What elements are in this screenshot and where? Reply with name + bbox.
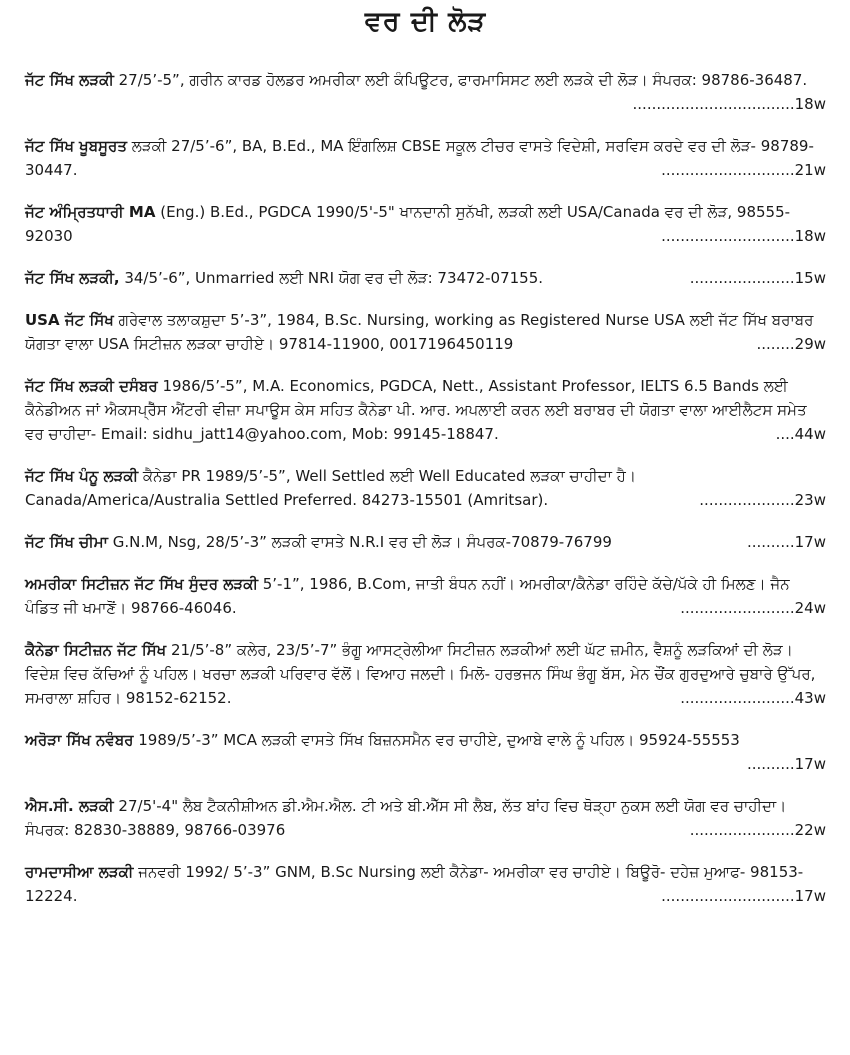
ad-heading: ਜੱਟ ਸਿੱਖ ਲੜਕੀ ਦਸੰਬਰ [25,377,158,395]
ad-heading: ਜੱਟ ਸਿੱਖ ਚੀਮਾ [25,533,108,551]
ad-text: 1986/5’-5”, M.A. Economics, PGDCA, Nett., Assistant Professor, IELTS 6.5 Bands ਲਈ ਕੈਨੇਡੀਅਨ ਜਾਂ ਐਕਸਪ੍ਰੈੱਸ ਐਂਟਰੀ ਵੀਜ਼ਾ ਸਪਾਊਸ ਕੇਸ ਸਹਿਤ ਕੈਨੇਡਾ ਪੀ. ਆਰ. ਅਪਲਾਈ ਕਰਨ ਲਈ ਬਰਾਬਰ ਦੀ ਯੋਗਤਾ ਵਾਲਾ ਆਈਲੈਟਸ ਸਮੇਤ ਵਰ ਚਾਹੀਦਾ- Email: sidhu_jatt14@yahoo.com, Mob: 99145-18847. [25,377,807,443]
ad-text: ਗਰੇਵਾਲ ਤਲਾਕਸ਼ੁਦਾ 5’-3”, 1984, B.Sc. Nursing, working as Registered Nurse USA ਲਈ ਜੱਟ ਸਿੱਖ ਬਰਾਬਰ ਯੋਗਤਾ ਵਾਲਾ USA ਸਿਟੀਜ਼ਨ ਲੜਕਾ ਚਾਹੀਏ। 97814-11900, 0017196450119 [25,311,814,353]
ad-text: 5’-1”, 1986, B.Com, ਜਾਤੀ ਬੰਧਨ ਨਹੀਂ। ਅਮਰੀਕਾ/ਕੈਨੇਡਾ ਰਹਿੰਦੇ ਕੱਚੇ/ਪੱਕੇ ਹੀ ਮਿਲਣ। ਜੈਨ ਪੰਡਿਤ ਜੀ ਖਮਾਣੋਂ। 98766-46046. [25,575,790,617]
ad-code: ........................43w [676,686,826,710]
classified-ad-8 [25,530,826,554]
ad-code: ....................23w [695,488,826,512]
ad-heading: ਅਮਰੀਕਾ ਸਿਟੀਜ਼ਨ ਜੱਟ ਸਿੱਖ ਸੁੰਦਰ ਲੜਕੀ [25,575,258,593]
ad-heading: ਜੱਟ ਸਿੱਖ ਖੂਬਸੂਰਤ [25,137,127,155]
ad-text: (Eng.) B.Ed., PGDCA 1990/5'-5" ਖਾਨਦਾਨੀ ਸੁਨੱਖੀ, ਲੜਕੀ ਲਈ USA/Canada ਵਰ ਦੀ ਲੋੜ, 98555-92030 [25,203,791,245]
ad-code: ........................24w [676,596,826,620]
ad-text: G.N.M, Nsg, 28/5’-3” ਲੜਕੀ ਵਾਸਤੇ N.R.I ਵਰ ਦੀ ਲੋੜ। ਸੰਪਰਕ-70879-76799 [107,533,612,551]
ad-code: ............................21w [657,158,826,182]
ad-code: ............................17w [657,884,826,908]
classified-ad-7 [25,464,826,512]
classified-ad-4 [25,266,826,290]
ad-heading: ਜੱਟ ਸਿੱਖ ਲੜਕੀ [25,71,114,89]
ad-text: 21/5’-8” ਕਲੇਰ, 23/5’-7” ਭੰਗੂ ਆਸਟ੍ਰੇਲੀਆ ਸਿਟੀਜ਼ਨ ਲੜਕੀਆਂ ਲਈ ਘੱਟ ਜ਼ਮੀਨ, ਵੈਸ਼ਨੂੰ ਲੜਕਿਆਂ ਦੀ ਲੋੜ। ਵਿਦੇਸ਼ ਵਿਚ ਕੱਚਿਆਂ ਨੂੰ ਪਹਿਲ। ਖਰਚਾ ਲੜਕੀ ਪਰਿਵਾਰ ਵੱਲੋਂ। ਵਿਆਹ ਜਲਦੀ। ਮਿਲੋ- ਹਰਭਜਨ ਸਿੰਘ ਭੰਗੂ ਬੱਸ, ਮੇਨ ਚੌਂਕ ਗੁਰਦੁਆਰੇ ਚੁਬਾਰੇ ਉੱਪਰ, ਸਮਰਾਲਾ ਸ਼ਹਿਰ। 98152-62152. [25,641,816,707]
classified-ad-3 [25,200,826,248]
ad-heading: ਜੱਟ ਸਿੱਖ ਪੰਨੂ ਲੜਕੀ [25,467,139,485]
ad-code: ..................................18w [629,92,826,116]
ad-heading: USA ਜੱਟ ਸਿੱਖ [25,311,114,329]
classified-ad-13 [25,860,826,908]
ad-text: ਕੈਨੇਡਾ PR 1989/5’-5”, Well Settled ਲਈ Well Educated ਲੜਕਾ ਚਾਹੀਦਾ ਹੈ। Canada/America/Australia Settled Preferred. 84273-15501 (Amritsar). [25,467,636,509]
ad-text: 27/5'-4" ਲੈਬ ਟੈਕਨੀਸ਼ੀਅਨ ਡੀ.ਐਮ.ਐਲ. ਟੀ ਅਤੇ ਬੀ.ਐੱਸ ਸੀ ਲੈਬ, ਲੱਤ ਬਾਂਹ ਵਿਚ ਥੋੜ੍ਹਾ ਨੁਕਸ ਲਈ ਯੋਗ ਵਰ ਚਾਹੀਦਾ। ਸੰਪਰਕ: 82830-38889, 98766-03976 [25,797,787,839]
ad-code: ......................15w [686,266,826,290]
classified-ad-10 [25,638,826,710]
ad-text: 34/5’-6”, Unmarried ਲਈ NRI ਯੋਗ ਵਰ ਦੀ ਲੋੜ: 73472-07155. [119,269,544,287]
ad-code: ........29w [753,332,827,356]
page-title: ਵਰ ਦੀ ਲੋੜ [364,6,487,37]
classified-ad-11 [25,728,826,776]
classified-ad-2 [25,134,826,182]
ad-code: ....44w [772,422,826,446]
ad-code: ..........17w [743,752,826,776]
ad-text: ਲੜਕੀ 27/5’-6”, BA, B.Ed., MA ਇੰਗਲਿਸ਼ CBSE ਸਕੂਲ ਟੀਚਰ ਵਾਸਤੇ ਵਿਦੇਸ਼ੀ, ਸਰਵਿਸ ਕਰਦੇ ਵਰ ਦੀ ਲੋੜ- 98789-30447. [25,137,814,179]
ad-text: 27/5’-5”, ਗਰੀਨ ਕਾਰਡ ਹੋਲਡਰ ਅਮਰੀਕਾ ਲਈ ਕੰਪਿਊਟਰ, ਫਾਰਮਾਸਿਸਟ ਲਈ ਲੜਕੇ ਦੀ ਲੋੜ। ਸੰਪਰਕ: 98786-36487. [113,71,808,89]
ad-text: 1989/5’-3” MCA ਲੜਕੀ ਵਾਸਤੇ ਸਿੱਖ ਬਿਜ਼ਨਸਮੈਨ ਵਰ ਚਾਹੀਏ, ਦੁਆਬੇ ਵਾਲੇ ਨੂੰ ਪਹਿਲ। 95924-55553 [133,731,740,749]
classified-ad-5 [25,308,826,356]
ad-code: ............................18w [657,224,826,248]
classified-ad-9 [25,572,826,620]
ad-text: ਜਨਵਰੀ 1992/ 5’-3” GNM, B.Sc Nursing ਲਈ ਕੈਨੇਡਾ- ਅਮਰੀਕਾ ਵਰ ਚਾਹੀਏ। ਬਿਊਰੋ- ਦਹੇਜ਼ ਮੁਆਫ- 98153-12224. [25,863,804,905]
ads-list [25,68,826,908]
ad-code: ......................22w [686,818,826,842]
ad-heading: ਜੱਟ ਸਿੱਖ ਲੜਕੀ, [25,269,120,287]
ad-heading: ਰਾਮਦਾਸੀਆ ਲੜਕੀ [25,863,134,881]
ad-heading: ਕੈਨੇਡਾ ਸਿਟੀਜ਼ਨ ਜੱਟ ਸਿੱਖ [25,641,167,659]
classified-ad-6 [25,374,826,446]
ad-code: ..........17w [743,530,826,554]
classified-ad-12 [25,794,826,842]
ad-heading: ਐਸ.ਸੀ. ਲੜਕੀ [25,797,114,815]
ad-heading: ਅਰੋੜਾ ਸਿੱਖ ਨਵੰਬਰ [25,731,134,749]
ad-heading: ਜੱਟ ਅੰਮ੍ਰਿਤਧਾਰੀ MA [25,203,156,221]
classified-ad-1 [25,68,826,116]
